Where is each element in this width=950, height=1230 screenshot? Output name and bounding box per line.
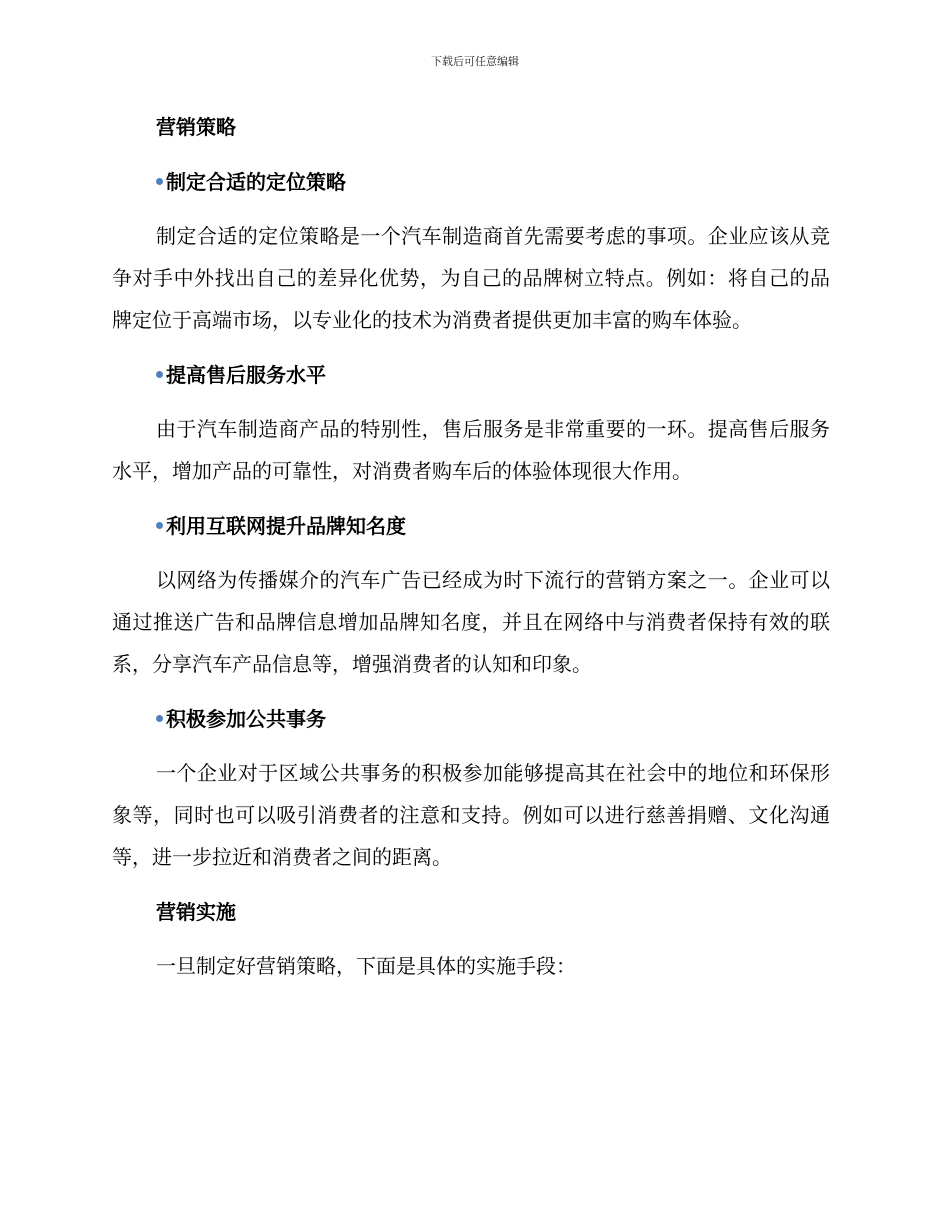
subsection-heading-positioning xyxy=(112,160,830,204)
page-header: 下载后可任意编辑 xyxy=(431,55,519,68)
subsection-title: 利用互联网提升品牌知名度 xyxy=(166,514,406,538)
subsection-title: 制定合适的定位策略 xyxy=(166,170,346,194)
subsection-heading-public-affairs xyxy=(112,697,830,741)
paragraph-public-affairs: 一个企业对于区域公共事务的积极参加能够提高其在社会中的地位和环保形象等，同时也可以吸引消费者的注意和支持。例如可以进行慈善捐赠、文化沟通等，进一步拉近和消费者之间的距离。 xyxy=(112,761,830,869)
bullet-icon xyxy=(156,522,163,529)
subsection-title: 积极参加公共事务 xyxy=(166,707,326,731)
paragraph-implementation: 一旦制定好营销策略，下面是具体的实施手段： xyxy=(156,954,576,978)
subsection-title: 提高售后服务水平 xyxy=(166,363,326,387)
subsection-heading-after-sales xyxy=(112,353,830,397)
bullet-icon xyxy=(156,178,163,185)
paragraph-internet: 以网络为传播媒介的汽车广告已经成为时下流行的营销方案之一。企业可以通过推送广告和品牌信息增加品牌知名度，并且在网络中与消费者保持有效的联系，分享汽车产品信息等，增强消费者的认知和印象。 xyxy=(112,568,830,676)
section-title-strategy: 营销策略 xyxy=(156,115,236,139)
bullet-icon xyxy=(156,371,163,378)
paragraph-after-sales: 由于汽车制造商产品的特别性，售后服务是非常重要的一环。提高售后服务水平，增加产品的可靠性，对消费者购车后的体验体现很大作用。 xyxy=(112,417,830,483)
document-body xyxy=(112,105,830,987)
section-title-implementation: 营销实施 xyxy=(156,900,236,924)
subsection-heading-internet xyxy=(112,504,830,548)
paragraph-positioning: 制定合适的定位策略是一个汽车制造商首先需要考虑的事项。企业应该从竞争对手中外找出自己的差异化优势，为自己的品牌树立特点。例如：将自己的品牌定位于高端市场，以专业化的技术为消费者提供更加丰富的购车体验。 xyxy=(112,224,830,332)
bullet-icon xyxy=(156,715,163,722)
